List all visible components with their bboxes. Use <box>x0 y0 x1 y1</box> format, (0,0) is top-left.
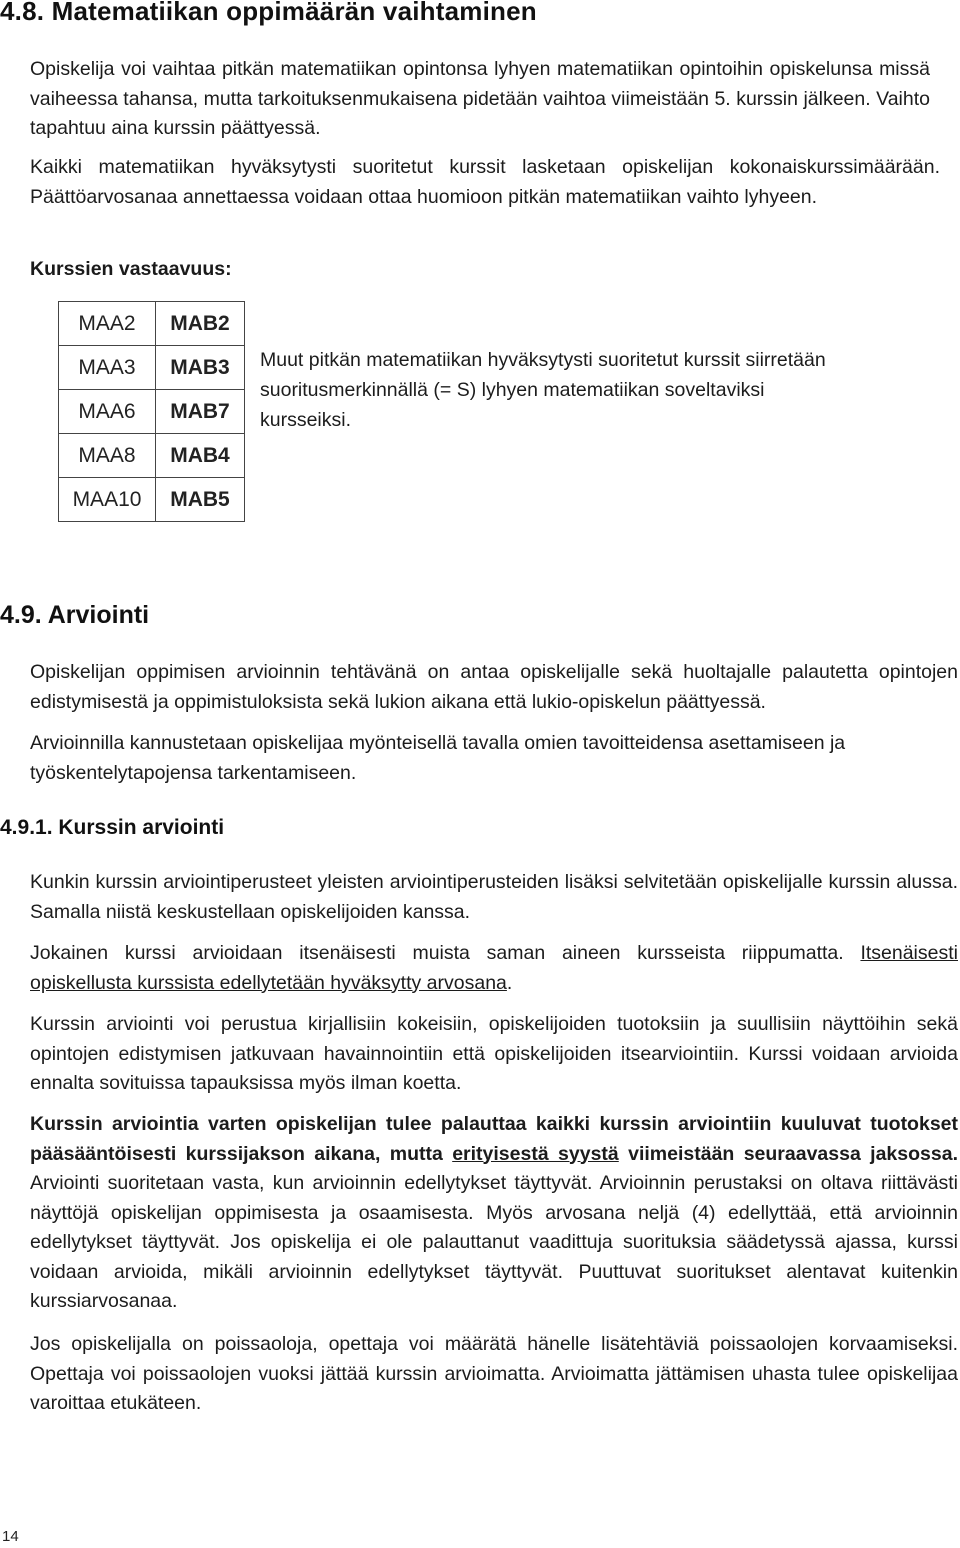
paragraph-absences: Jos opiskelijalla on poissaoloja, opettaja voi määrätä hänelle lisätehtäviä poissaolojen korvaamiseksi. Opettaja voi poissaolojen vuoksi jättää kurssin arvioimatta. Arvioimatta jättämisen uhasta tulee opiskelijaa varoittaa etukäteen. <box>30 1333 958 1414</box>
paragraph-course-count: Kaikki matematiikan hyväksytysti suoritetut kurssit lasketaan opiskelijan kokonaiskurssimäärään. Päättöarvosanaa annettaessa voidaan ottaa huomioon pitkän matematiikan vaihto lyhyeen. <box>30 156 940 208</box>
long-course-cell: MAA6 <box>59 390 156 434</box>
table-row <box>59 478 245 522</box>
section-title-4-9: 4.9. Arviointi <box>0 601 150 629</box>
table-row <box>59 434 245 478</box>
short-course-cell: MAB4 <box>156 434 245 478</box>
paragraph-assessment-basis: Kurssin arviointi voi perustua kirjallisiin kokeisiin, opiskelijoiden tuotoksiin ja suullisiin näyttöihin sekä opintojen edistymisen jatkuvaan havainnointiin että opiskelijoiden itsearviointiin. Kurssi voidaan arvioida ennalta sovituissa tapauksissa myös ilman koetta. <box>30 1013 958 1094</box>
paragraph-independent-assessment <box>30 939 958 998</box>
paragraph-subject-change-timing: Opiskelija voi vaihtaa pitkän matematiikan opintonsa lyhyen matematiikan opintoihin opiskelunsa missä vaiheessa tahansa, mutta tarkoituksenmukaisena pidetään vaihtoa viimeistään 5. kurssin jälkeen. Vaihto tapahtuu aina kurssin päättyessä. <box>30 58 930 139</box>
long-course-cell: MAA2 <box>59 302 156 346</box>
text-run: . <box>506 971 513 994</box>
long-course-cell: MAA3 <box>59 346 156 390</box>
table-row <box>59 346 245 390</box>
page-number: 14 <box>2 1528 19 1545</box>
short-course-cell: MAB2 <box>156 302 245 346</box>
long-course-cell: MAA8 <box>59 434 156 478</box>
text-run: Arviointi suoritetaan vasta, kun arvioinnin edellytykset täyttyvät. Arvioinnin perustaksi on oltava riittävästi näyttöjä opiskelijan oppimisesta ja osaamisesta. Myös arvosana neljä (4) edellyttää, että arvioinnin edellytykset täyttyvät. Jos opiskelija ei ole palauttanut vaadittuja suorituksia säädetyssä ajassa, kurssi voidaan arvioida, mikäli arvioinnin edellytykset täyttyvät. Puuttuvat suoritukset alentavat kuitenkin kurssiarvosanaa. <box>30 1172 958 1312</box>
bold-underlined-text: erityisestä syystä <box>452 1142 619 1165</box>
paragraph-assessment-encouragement: Arvioinnilla kannustetaan opiskelijaa myönteisellä tavalla omien tavoitteidensa asettamiseen ja työskentelytapojensa tarkentamiseen. <box>30 732 846 784</box>
paragraph-submission-rules <box>30 1110 958 1317</box>
course-correspondence-table <box>58 301 245 522</box>
bold-text-run: Kurssin arviointia varten opiskelijan tulee palauttaa kaikki kurssin arviointiin kuuluvat tuotokset pääsääntöisesti kurssijakson aikana, mutta <box>30 1113 958 1165</box>
short-course-cell: MAB7 <box>156 390 245 434</box>
paragraph-assessment-purpose: Opiskelijan oppimisen arvioinnin tehtävänä on antaa opiskelijalle sekä huoltajalle palautetta opintojen edistymisestä ja oppimistuloksista sekä lukion aikana että lukio-opiskelun päättyessä. <box>30 661 958 713</box>
short-course-cell: MAB5 <box>156 478 245 522</box>
bold-text-run: viimeistään seuraavassa jaksossa. <box>618 1142 958 1165</box>
long-course-cell: MAA10 <box>59 478 156 522</box>
underlined-requirement: Itsenäisesti opiskellusta kurssista edellytetään hyväksytty arvosana <box>30 942 958 994</box>
paragraph-course-criteria: Kunkin kurssin arviointiperusteet yleisten arviointiperusteiden lisäksi selvitetään opiskelijalle kurssin alussa. Samalla niistä keskustellaan opiskelijoiden kanssa. <box>30 871 958 923</box>
table-row <box>59 302 245 346</box>
correspondence-label: Kurssien vastaavuus: <box>30 258 232 280</box>
other-courses-note: Muut pitkän matematiikan hyväksytysti suoritetut kurssit siirretään suoritusmerkinnällä (= S) lyhyen matematiikan soveltaviksi kursseiksi. <box>260 349 826 431</box>
short-course-cell: MAB3 <box>156 346 245 390</box>
text-run: Jokainen kurssi arvioidaan itsenäisesti muista saman aineen kursseista riippumatta. <box>30 942 861 964</box>
table-row <box>59 390 245 434</box>
section-title-4-9-1: 4.9.1. Kurssin arviointi <box>0 816 225 839</box>
section-title-4-8: 4.8. Matematiikan oppimäärän vaihtaminen <box>0 0 537 26</box>
